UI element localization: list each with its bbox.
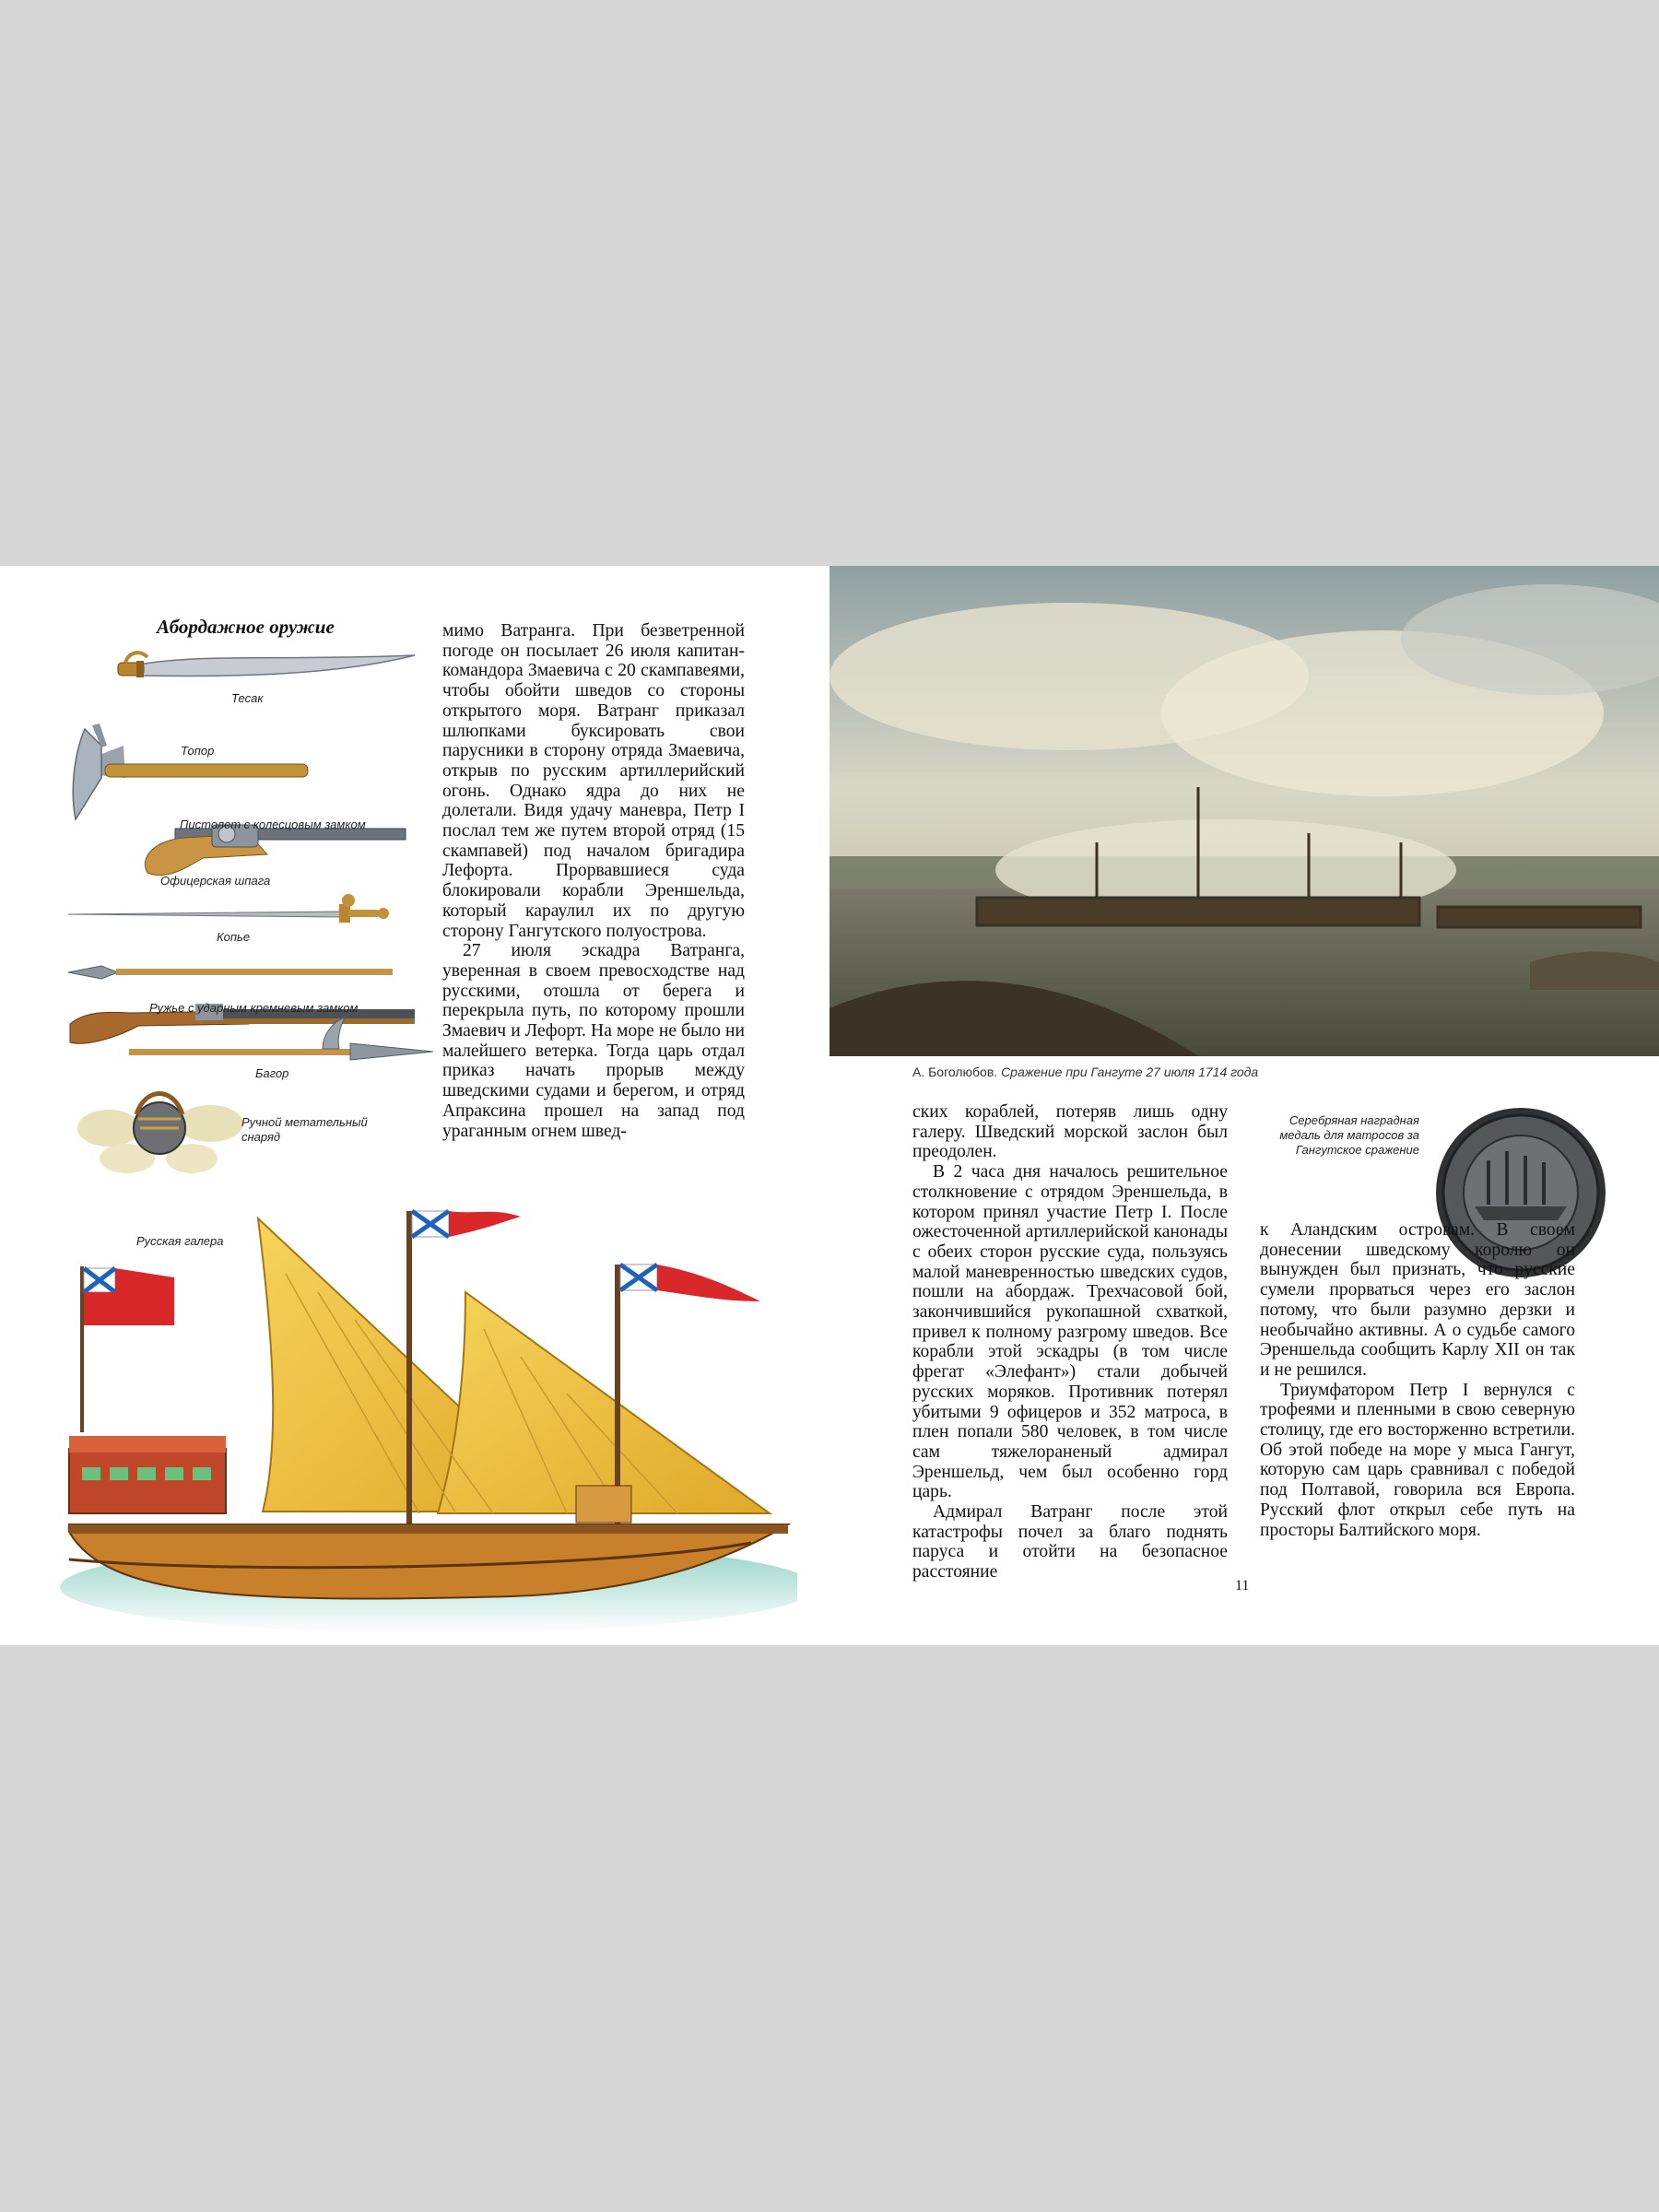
sword-caption: Офицерская шпага <box>160 874 271 888</box>
right-text-column-1 <box>912 1102 1228 1583</box>
paragraph: к Аландским островам. В своем донесении шведскому королю он вынужден был признать, что русские сумели прорваться через его заслон потому, что были разумно дерзки и необычайно активны. А о судьбе самого Эреншельда сообщить Карлу XII он так и не решился. <box>1260 1220 1575 1380</box>
boarding-weapons-illustration <box>65 644 433 1059</box>
axe-illustration <box>73 724 308 819</box>
medal-caption: Серебряная наградная медаль для матросов за Гангутское сражение <box>1279 1113 1419 1157</box>
paragraph: Триумфатором Петр I вернулся с трофеями и пленными в свою северную столицу, где его восторженно встретили. Об этой победе на море у мыса Гангут, которую сам царь сравнивал с победой под Полтавой, говорила вся Европа. Русский флот открыл себе путь на просторы Балтийского моря. <box>1260 1380 1575 1540</box>
painting-title: Сражение при Гангуте 27 июля 1714 года <box>1001 1065 1259 1079</box>
painting-author: А. Боголюбов. <box>912 1065 998 1079</box>
book-spread <box>0 566 1659 1645</box>
tesak-caption: Тесак <box>231 691 264 705</box>
galley-caption: Русская галера <box>136 1234 224 1248</box>
paragraph: мимо Ватранга. При безветренной погоде он посылает 26 июля капитан-командора Змаевича с 20 скампавеями, чтобы обойти шведов со стороны открытого моря. Ватранг приказал шлюпками буксировать свои парусники в сторону отряда Змаевича, открыв по русским артиллерийский огонь. Однако ядра до них не долетали. Видя удачу маневра, Петр I послал тем же путем второй отряд (15 скампавей) под началом бригадира Лефорта. Прорвавшиеся суда блокировали корабли Эреншельда, который караулил их по другую сторону Гангутского полуострова. <box>442 621 745 941</box>
weapons-heading: Абордажное оружие <box>157 616 335 638</box>
grenade-caption: Ручной метательный снаряд <box>241 1115 368 1144</box>
bagor-caption: Багор <box>255 1066 289 1080</box>
spear-illustration <box>68 966 393 979</box>
paragraph: Адмирал Ватранг после этой катастрофы почел за благо поднять паруса и отойти на безопасное расстояние <box>912 1502 1228 1583</box>
tesak-illustration <box>118 653 415 677</box>
paragraph: 27 июля эскадра Ватранга, уверенная в своем превосходстве над русскими, отошла от берега и перекрыла путь, по которому прошли Змаевич и Лефорт. На море не было ни малейшего ветерка. Тогда царь отдал приказ начать прорыв между шведскими судами и берегом, и отряд Апраксина прошел на запад под ураганным огнем швед- <box>442 941 745 1141</box>
bogolyubov-painting <box>830 566 1659 1056</box>
paragraph: ских кораблей, потеряв лишь одну галеру. Шведский морской заслон был преодолен. <box>912 1102 1228 1162</box>
pistol-caption: Пистолет с колесцовым замком <box>180 818 366 831</box>
axe-caption: Топор <box>181 744 215 758</box>
musket-caption: Ружье с ударным кремневым замком <box>149 1001 359 1015</box>
pistol-illustration <box>145 825 406 876</box>
bagor-illustration <box>120 1016 433 1071</box>
left-text-column <box>442 621 745 1141</box>
spear-caption: Копье <box>217 930 251 944</box>
painting-caption <box>912 1065 1258 1079</box>
paragraph: В 2 часа дня началось решительное столкновение с отрядом Эреншельда, в котором принял участие Петр I. После ожесточенной артиллерийской канонады с обеих сторон русские суда, пользуясь малой маневренностью шведских судов, пошли на абордаж. Трехчасовой бой, закончившийся рукопашной схваткой, привел к полному разгрому шведов. Все корабли этой эскадры (в том числе фрегат «Элефант») стали добычей русских моряков. Противник потерял убитыми 9 офицеров и 352 матроса, в плен попали 580 человек, в том числе сам тяжелораненый адмирал Эреншельд, чем был особенно горд царь. <box>912 1162 1228 1502</box>
right-text-column-2 <box>1260 1220 1575 1540</box>
page-number: 11 <box>1235 1578 1250 1594</box>
sword-illustration <box>68 894 389 923</box>
russian-galley-illustration <box>51 1163 797 1633</box>
